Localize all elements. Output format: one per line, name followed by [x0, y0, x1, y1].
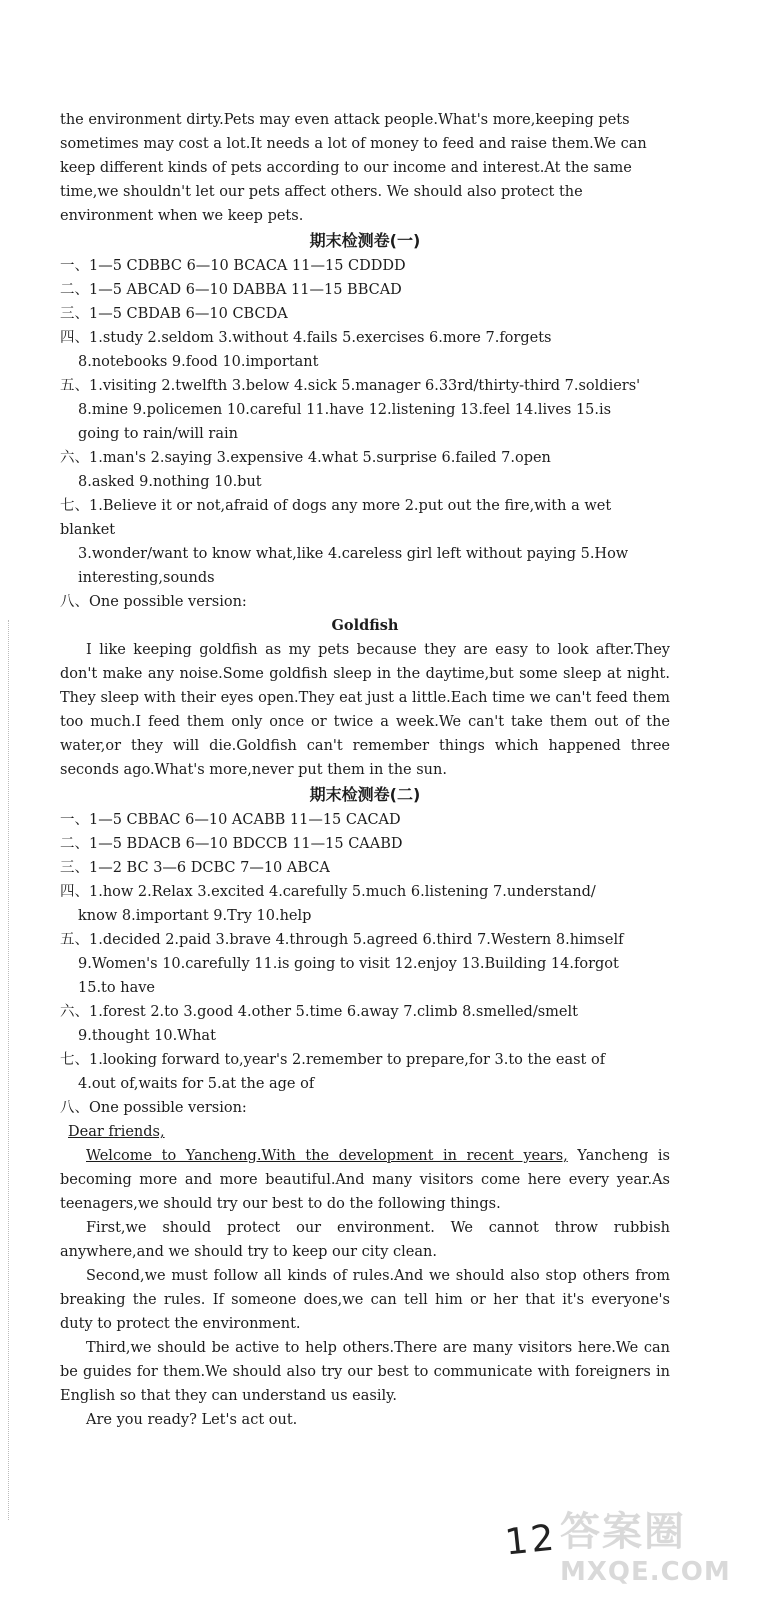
- test2-section-5: [60, 928, 670, 1000]
- test1-section-7: [60, 494, 670, 590]
- test1-section-2: [60, 278, 670, 302]
- answer-line: 1.decided 2.paid 3.brave 4.through 5.agreed 6.third 7.Western 8.himself: [89, 932, 624, 948]
- intro-line: time,we shouldn't let our pets affect others. We should also protect the: [60, 184, 583, 200]
- intro-line: environment when we keep pets.: [60, 208, 304, 224]
- test2-section-1: [60, 808, 670, 832]
- section-label: 五、: [60, 378, 89, 394]
- answer-line: 1.Believe it or not,afraid of dogs any more 2.put out the fire,with a wet blanket: [60, 498, 612, 538]
- answer-line: One possible version:: [89, 594, 247, 610]
- answer-line: 1—5 ABCAD 6—10 DABBA 11—15 BBCAD: [89, 282, 402, 298]
- answer-line: 4.out of,waits for 5.at the age of: [78, 1076, 315, 1092]
- paragraph-text: Yancheng is becoming more and more beautiful.And many visitors come here every year.As teenagers,we should try our best to do the following things.: [60, 1148, 670, 1212]
- test2-section-4: [60, 880, 670, 928]
- answer-line: interesting,sounds: [78, 570, 215, 586]
- section-label: 一、: [60, 812, 89, 828]
- section-label: 六、: [60, 1004, 89, 1020]
- letter-paragraph: First,we should protect our environment. We cannot throw rubbish anywhere,and we should try to keep our city clean.: [60, 1220, 670, 1260]
- section-label: 二、: [60, 836, 89, 852]
- watermark-cn: 答案圈: [560, 1509, 686, 1555]
- section-label: 三、: [60, 306, 89, 322]
- test1-section-1: [60, 254, 670, 278]
- test1-section-5: [60, 374, 670, 446]
- section-label: 八、: [60, 1100, 89, 1116]
- answer-line: 9.thought 10.What: [78, 1028, 216, 1044]
- answer-line: 1—5 CBDAB 6—10 CBCDA: [89, 306, 288, 322]
- handwritten-page-number: 12: [502, 1517, 559, 1564]
- answer-line: 8.mine 9.policemen 10.careful 11.have 12.listening 13.feel 14.lives 15.is: [78, 402, 612, 418]
- answer-page: [60, 108, 670, 1432]
- section-label: 八、: [60, 594, 89, 610]
- answer-line: know 8.important 9.Try 10.help: [78, 908, 312, 924]
- answer-line: 9.Women's 10.carefully 11.is going to visit 12.enjoy 13.Building 14.forgot: [78, 956, 619, 972]
- answer-line: 1—5 BDACB 6—10 BDCCB 11—15 CAABD: [89, 836, 403, 852]
- test2-section-7: [60, 1048, 670, 1096]
- essay-title: Goldfish: [331, 617, 399, 634]
- section-label: 三、: [60, 860, 89, 876]
- test1-section-6: [60, 446, 670, 494]
- underlined-sentence: Welcome to Yancheng.With the development in recent years,: [86, 1148, 568, 1164]
- section-label: 七、: [60, 498, 89, 514]
- test2-title: 期末检测卷(二): [309, 785, 421, 804]
- section-label: 六、: [60, 450, 89, 466]
- answer-line: 1.man's 2.saying 3.expensive 4.what 5.surprise 6.failed 7.open: [89, 450, 551, 466]
- letter-greeting: Dear friends,: [68, 1124, 165, 1140]
- letter-paragraph: Are you ready? Let's act out.: [86, 1412, 298, 1428]
- page-edge-marks: [8, 620, 11, 1520]
- test1-title: 期末检测卷(一): [309, 231, 421, 250]
- answer-line: 15.to have: [78, 980, 155, 996]
- section-label: 五、: [60, 932, 89, 948]
- answer-line: 1.forest 2.to 3.good 4.other 5.time 6.away 7.climb 8.smelled/smelt: [89, 1004, 578, 1020]
- intro-line: sometimes may cost a lot.It needs a lot of money to feed and raise them.We can: [60, 136, 647, 152]
- answer-line: 8.notebooks 9.food 10.important: [78, 354, 319, 370]
- test1-section-8: [60, 590, 670, 614]
- answer-line: 1—2 BC 3—6 DCBC 7—10 ABCA: [89, 860, 330, 876]
- intro-paragraph: [60, 108, 670, 228]
- answer-line: 1.how 2.Relax 3.excited 4.carefully 5.much 6.listening 7.understand/: [89, 884, 596, 900]
- intro-line: the environment dirty.Pets may even attack people.What's more,keeping pets: [60, 112, 630, 128]
- section-label: 二、: [60, 282, 89, 298]
- answer-line: going to rain/will rain: [78, 426, 238, 442]
- letter-paragraph: Third,we should be active to help others.There are many visitors here.We can be guides for them.We should also try our best to communicate with foreigners in English so that they can understand us easily.: [60, 1340, 670, 1404]
- test2-section-8: [60, 1096, 670, 1120]
- answer-line: 1.study 2.seldom 3.without 4.fails 5.exercises 6.more 7.forgets: [89, 330, 552, 346]
- section-label: 七、: [60, 1052, 89, 1068]
- answer-line: 8.asked 9.nothing 10.but: [78, 474, 262, 490]
- essay-paragraph: I like keeping goldfish as my pets because they are easy to look after.They don't make any noise.Some goldfish sleep in the daytime,but some sleep at night. They sleep with their eyes open.They eat just a little.Each time we can't feed them too much.I feed them only once or twice a week.We can't take them out of the water,or they will die.Goldfish can't remember things which happened three seconds ago.What's more,never put them in the sun.: [60, 642, 670, 778]
- test2-section-3: [60, 856, 670, 880]
- test2-section-6: [60, 1000, 670, 1048]
- answer-line: 3.wonder/want to know what,like 4.careless girl left without paying 5.How: [78, 546, 629, 562]
- goldfish-essay: [60, 638, 670, 782]
- yancheng-letter: [60, 1144, 670, 1432]
- intro-line: keep different kinds of pets according to our income and interest.At the same: [60, 160, 632, 176]
- site-watermark: [560, 1500, 765, 1595]
- answer-line: 1—5 CDBBC 6—10 BCACA 11—15 CDDDD: [89, 258, 406, 274]
- answer-line: 1.looking forward to,year's 2.remember to prepare,for 3.to the east of: [89, 1052, 606, 1068]
- answer-line: One possible version:: [89, 1100, 247, 1116]
- test2-section-2: [60, 832, 670, 856]
- letter-paragraph: [60, 1144, 670, 1216]
- answer-line: 1.visiting 2.twelfth 3.below 4.sick 5.manager 6.33rd/thirty-third 7.soldiers': [89, 378, 641, 394]
- letter-paragraph: Second,we must follow all kinds of rules.And we should also stop others from breaking the rules. If someone does,we can tell him or her that it's everyone's duty to protect the environment.: [60, 1268, 670, 1332]
- section-label: 一、: [60, 258, 89, 274]
- section-label: 四、: [60, 884, 89, 900]
- test1-section-4: [60, 326, 670, 374]
- watermark-en: MXQE.COM: [560, 1557, 731, 1587]
- answer-line: 1—5 CBBAC 6—10 ACABB 11—15 CACAD: [89, 812, 401, 828]
- test1-section-3: [60, 302, 670, 326]
- section-label: 四、: [60, 330, 89, 346]
